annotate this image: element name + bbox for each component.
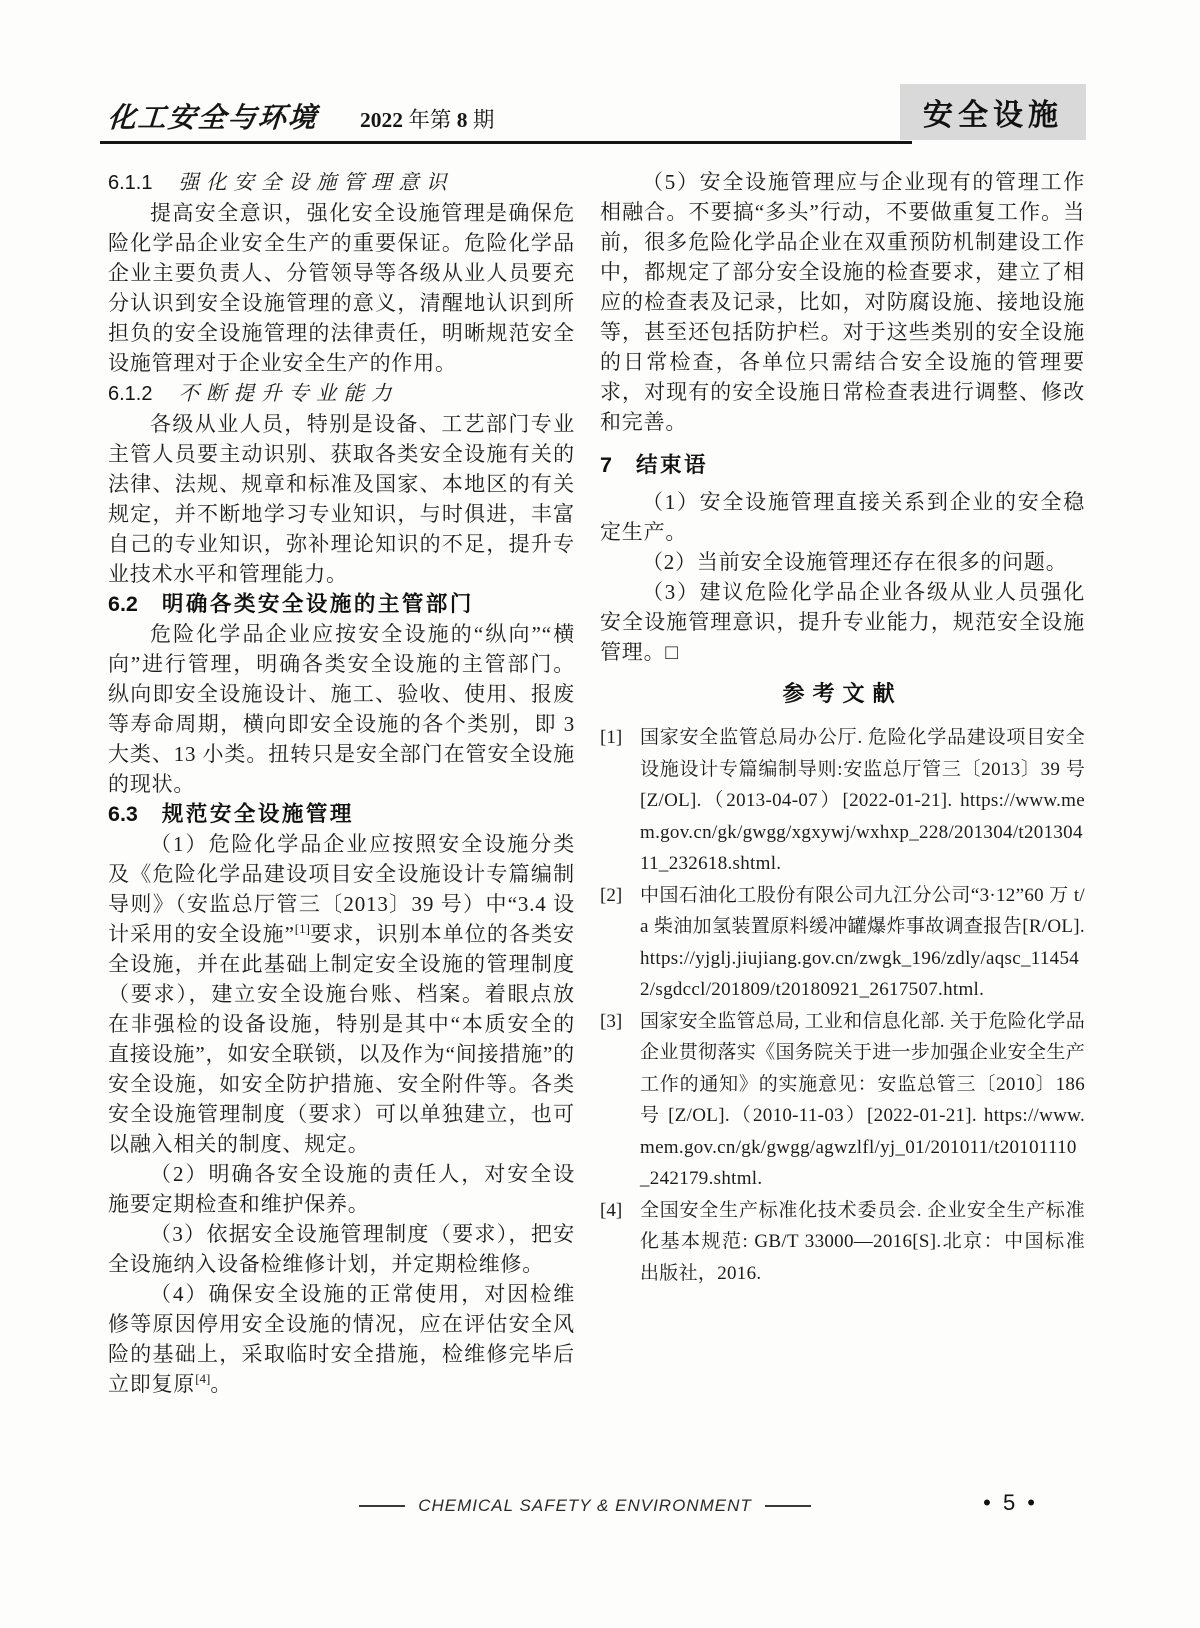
paragraph: （1）安全设施管理直接关系到企业的安全稳定生产。 xyxy=(600,490,1085,544)
paragraph: （3）依据安全设施管理制度（要求），把安全设施纳入设备检维修计划，并定期检维修。 xyxy=(108,1222,575,1276)
page-number: • 5 • xyxy=(983,1490,1038,1515)
paragraph: （2）明确各安全设施的责任人，对安全设施要定期检查和维护保养。 xyxy=(108,1162,575,1216)
reference-item xyxy=(600,1195,1085,1290)
paragraph-text: （4）确保安全设施的正常使用，对因检维修等原因停用安全设施的情况，应在评估安全风险的基础上，采取临时安全措施，检维修完毕后立即复原 xyxy=(108,1282,575,1396)
paragraph-text: 要求，识别本单位的各类安全设施，并在此基础上制定安全设施的管理制度（要求），建立安全设施台账、档案。着眼点放在非强检的设备设施，特别是其中“本质安全的直接设施”，如安全联锁，以及作为“间接措施”的安全设施，如安全防护措施、安全附件等。各类安全设施管理制度（要求）可以单独建立，也可以融入相关的制度、规定。 xyxy=(108,922,575,1156)
citation-superscript: [1] xyxy=(294,921,310,936)
reference-text: 国家安全监管总局办公厅. 危险化学品建设项目安全设施设计专篇编制导则:安监总厅管三〔2013〕39 号 [Z/OL].（2013-04-07）[2022-01-21]. https://www.mem.gov.cn/gk/gwgg/xgxywj/wxhxp_228/201304/t20130411_232618.shtml. xyxy=(640,727,1085,874)
section-heading-7 xyxy=(600,450,1085,480)
reference-label: [2] xyxy=(600,884,623,906)
issue-year: 2022 xyxy=(360,108,404,132)
section-title: 不断提升专业能力 xyxy=(178,381,399,405)
reference-item xyxy=(600,1006,1085,1195)
journal-logo: 化工安全与环境 xyxy=(106,101,320,134)
section-title: 明确各类安全设施的主管部门 xyxy=(161,592,474,616)
issue-info xyxy=(360,108,494,132)
paragraph: （5）安全设施管理应与企业现有的管理工作相融合。不要搞“多头”行动，不要做重复工作。当前，很多危险化学品企业在双重预防机制建设工作中，都规定了部分安全设施的检查要求，建立了相应的检查表及记录，比如，对防腐设施、接地设施等，甚至还包括防护栏。对于这些类别的安全设施的日常检查，各单位只需结合安全设施的管理要求，对现有的安全设施日常检查表进行调整、修改和完善。 xyxy=(600,170,1085,434)
reference-text: 全国安全生产标准化技术委员会. 企业安全生产标准化基本规范: GB/T 33000—2016[S].北京：中国标准出版社，2016. xyxy=(640,1199,1085,1284)
reference-text: 国家安全监管总局, 工业和信息化部. 关于危险化学品企业贯彻落实《国务院关于进一步加强企业安全生产工作的通知》的实施意见：安监总管三〔2010〕186 号 [Z/OL].（2010-11-03）[2022-01-21]. https://www.mem.gov.cn/gk/gwgg/agwzlfl/yj_01/201011/t20101110_242179.shtml. xyxy=(640,1010,1085,1189)
references-title: 参考文献 xyxy=(782,681,903,706)
paragraph-with-citation xyxy=(108,1279,575,1399)
paragraph-text: 。 xyxy=(210,1372,233,1396)
section-title: 强化安全设施管理意识 xyxy=(178,170,454,194)
citation-superscript: [4] xyxy=(195,1371,211,1386)
issue-number: 8 xyxy=(456,108,468,132)
paragraph: 各级从业人员，特别是设备、工艺部门专业主管人员要主动识别、获取各类安全设施有关的法律、法规、规章和标准及国家、本地区的有关规定，并不断地学习专业知识，与时俱进，丰富自己的专业知识，弥补理论知识的不足，提升专业技术水平和管理能力。 xyxy=(108,412,575,586)
reference-label: [3] xyxy=(600,1010,623,1032)
reference-label: [1] xyxy=(600,727,623,748)
left-column xyxy=(108,167,575,1399)
section-heading-6-3 xyxy=(108,799,575,829)
reference-label: [4] xyxy=(600,1199,623,1221)
section-title: 结束语 xyxy=(635,453,708,477)
paragraph: （3）建议危险化学品企业各级从业人员强化安全设施管理意识，提升专业能力，规范安全设施管理。□ xyxy=(600,580,1085,664)
footer-right-dash xyxy=(765,1505,811,1507)
page-body xyxy=(108,167,1085,1399)
paragraph-text: （1）危险化学品企业应按照安全设施分类及《危险化学品建设项目安全设施设计专篇编制导则》（安监总厅管三〔2013〕39 号）中“3.4 设计采用的安全设施” xyxy=(108,832,575,946)
section-number: 6.1.1 xyxy=(108,172,153,194)
footer-left-dash xyxy=(359,1505,405,1507)
section-title: 规范安全设施管理 xyxy=(161,802,354,826)
paragraph: （2）当前安全设施管理还存在很多的问题。 xyxy=(642,550,1068,574)
section-number: 6.1.2 xyxy=(108,383,153,405)
issue-suffix-label: 期 xyxy=(467,108,495,132)
column-tag-box: 安全设施 xyxy=(900,84,1086,140)
paragraph-with-citation xyxy=(108,829,575,1159)
reference-item xyxy=(600,880,1085,1006)
reference-text: 中国石油化工股份有限公司九江分公司“3·12”60 万 t/a 柴油加氢装置原料缓冲罐爆炸事故调查报告[R/OL]. https://yjglj.jiujiang.gov.cn/zwgk_196/zdly/aqsc_114542/sgdccl/201809/t20180921_2617507.html. xyxy=(640,884,1085,1000)
right-column xyxy=(600,167,1085,1399)
section-heading-6-1-2 xyxy=(108,378,575,409)
issue-mid-label: 年第 xyxy=(403,108,457,132)
section-number: 7 xyxy=(600,453,612,477)
section-number: 6.2 xyxy=(108,592,138,616)
section-heading-6-2 xyxy=(108,589,575,619)
paragraph: 提高安全意识，强化安全设施管理是确保危险化学品企业安全生产的重要保证。危险化学品企业主要负责人、分管领导等各级从业人员要充分认识到安全设施管理的意义，清醒地认识到所担负的安全设施管理的法律责任，明晰规范安全设施管理对于企业安全生产的作用。 xyxy=(108,201,575,375)
footer-journal-name: CHEMICAL SAFETY & ENVIRONMENT xyxy=(418,1496,752,1515)
section-heading-6-1-1 xyxy=(108,167,575,198)
paragraph: 危险化学品企业应按安全设施的“纵向”“横向”进行管理，明确各类安全设施的主管部门。纵向即安全设施设计、施工、验收、使用、报废等寿命周期，横向即安全设施的各个类别，即 3 大类、13 小类。扭转只是安全部门在管安全设施的现状。 xyxy=(108,622,575,796)
reference-item xyxy=(600,722,1085,880)
masthead xyxy=(108,96,494,136)
section-number: 6.3 xyxy=(108,802,138,826)
header-rule xyxy=(100,141,912,144)
